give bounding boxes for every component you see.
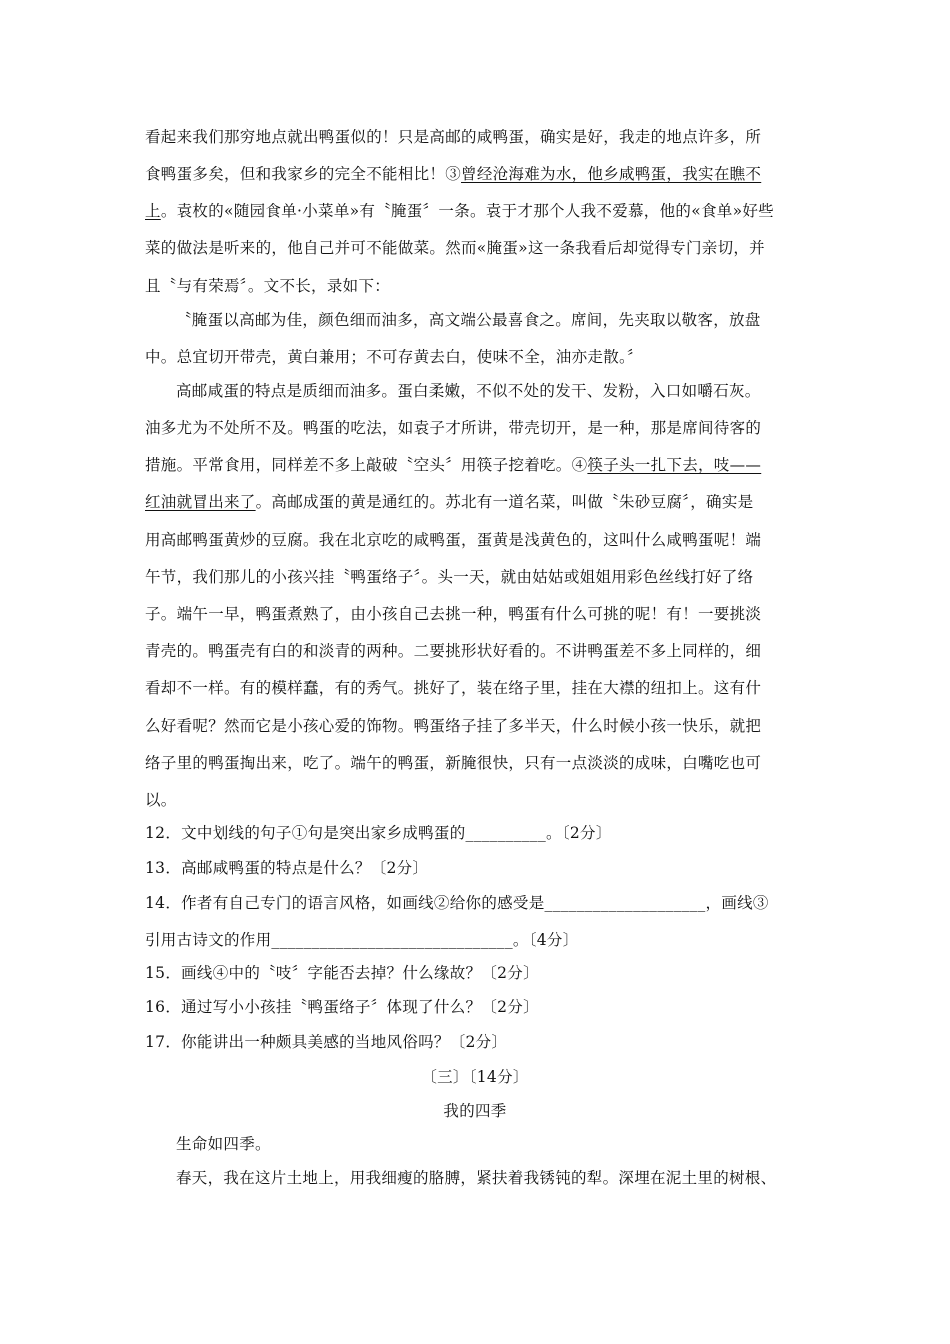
answer-blank: ______________________________ [271, 931, 513, 949]
passage-title: 我的四季 [443, 1102, 507, 1120]
question-15: 15．画线④中的〝吱〞字能否去掉？什么缘故？〔2分〕 [145, 964, 539, 982]
passage-line: 子。端午一早，鸭蛋煮熟了，由小孩自己去挑一种，鸭蛋有什么可挑的呢！有！一要挑淡 [145, 605, 762, 623]
question-17: 17．你能讲出一种颇具美感的当地风俗吗？〔2分〕 [145, 1033, 508, 1051]
question-16: 16．通过写小小孩挂〝鸭蛋络子〞体现了什么？〔2分〕 [145, 998, 539, 1016]
underlined-sentence-4-end: 红油就冒出来了 [145, 493, 256, 511]
text-run: 食鸭蛋多矣，但和我家乡的完全不能相比！③ [145, 165, 462, 183]
passage-line: 以。 [145, 791, 177, 809]
passage-line: 春天，我在这片土地上，用我细瘦的胳膊，紧扶着我锈钝的犁。深埋在泥土里的树根、 [176, 1169, 777, 1187]
passage-line: 么好看呢？然而它是小孩心爱的饰物。鸭蛋络子挂了多半天，什么时候小孩一快乐，就把 [145, 717, 762, 735]
answer-blank: ____________________ [544, 894, 706, 912]
question-text: ，画线③ [705, 894, 769, 912]
underlined-sentence-3: 曾经沧海难为水，他乡咸鸭蛋，我实在瞧不 [461, 165, 762, 183]
passage-line: 看起来我们那穷地点就出鸭蛋似的！只是高邮的咸鸭蛋，确实是好，我走的地点许多，所 [145, 128, 762, 146]
text-run: 。高邮成蛋的黄是通红的。苏北有一道名菜，叫做〝朱砂豆腐〞，确实是 [255, 493, 754, 511]
underlined-sentence-4: 筷子头一扎下去，吱—— [587, 456, 762, 474]
passage-line: 络子里的鸭蛋掏出来，吃了。端午的鸭蛋，新腌很快，只有一点淡淡的成味，白嘴吃也可 [145, 754, 762, 772]
passage-line: 看却不一样。有的模样蠢，有的秀气。挑好了，装在络子里，挂在大襟的纽扣上。这有什 [145, 679, 762, 697]
answer-blank: __________ [465, 824, 547, 842]
quote-line: 中。总宜切开带壳，黄白兼用；不可存黄去白，使味不全，油亦走散。〞 [145, 348, 643, 366]
passage-line [145, 455, 805, 475]
passage-line: 高邮咸蛋的特点是质细而油多。蛋白柔嫩，不似不处的发干、发粉，入口如嚼石灰。 [176, 382, 761, 400]
passage-line: 用高邮鸭蛋黄炒的豆腐。我在北京吃的咸鸭蛋，蛋黄是浅黄色的，这叫什么咸鸭蛋呢！端 [145, 531, 762, 549]
question-points: 。〔2分〕 [546, 824, 612, 842]
passage-line: 且〝与有荣焉〞。文不长，录如下： [145, 277, 391, 295]
question-14-continued [145, 930, 805, 950]
quote-line: 〝腌蛋以高邮为佳，颜色细而油多，高文端公最喜食之。席间，先夹取以敬客，放盘 [176, 311, 761, 329]
passage-line: 青壳的。鸭蛋壳有白的和淡青的两种。二要挑形状好看的。不讲鸭蛋差不多上同样的，细 [145, 642, 762, 660]
passage-line: 菜的做法是听来的，他自己并可不能做菜。然而«腌蛋»这一条我看后却觉得专门亲切，并 [145, 239, 765, 257]
passage-line: 午节，我们那儿的小孩兴挂〝鸭蛋络子〞。头一天，就由姑姑或姐姐用彩色丝线打好了络 [145, 568, 754, 586]
question-text: 12．文中划线的句子①句是突出家乡成鸭蛋的 [145, 824, 466, 842]
question-text: 14．作者有自己专门的语言风格，如画线②给你的感受是 [145, 894, 545, 912]
passage-line [145, 164, 805, 184]
question-12 [145, 823, 805, 843]
question-text: 引用古诗文的作用 [145, 931, 272, 949]
passage-line [145, 492, 805, 512]
passage-line [145, 201, 805, 221]
section-label: 〔三〕〔14分〕 [421, 1068, 529, 1086]
passage-line: 油多尤为不处所不及。鸭蛋的吃法，如袁子才所讲，带壳切开，是一种，那是席间待客的 [145, 419, 762, 437]
question-14 [145, 893, 805, 913]
underlined-sentence-3-end: 上 [145, 202, 161, 220]
question-13: 13．高邮咸鸭蛋的特点是什么？〔2分〕 [145, 859, 429, 877]
question-points: 。〔4分〕 [512, 931, 579, 949]
passage-line: 生命如四季。 [176, 1135, 271, 1153]
text-run: 措施。平常食用，同样差不多上敲破〝空头〞用筷子挖着吃。④ [145, 456, 588, 474]
text-run: 。袁枚的«随园食单·小菜单»有〝腌蛋〞一条。袁于才那个人我不爱慕，他的«食单»好些 [160, 202, 774, 220]
